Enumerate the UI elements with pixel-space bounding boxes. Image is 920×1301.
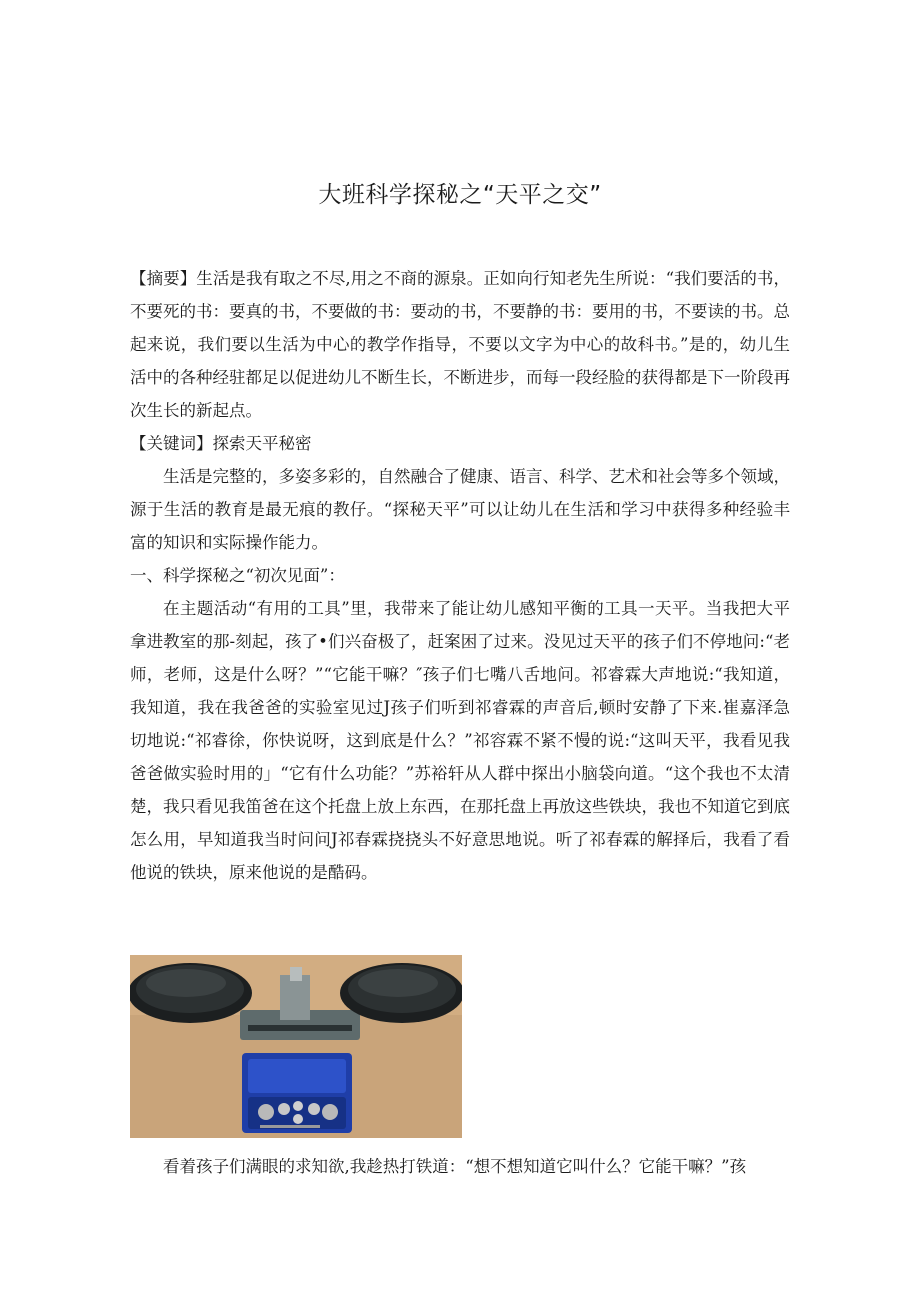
continued-paragraph: 看着孩子们满眼的求知欲,我趁热打铁道：“想不想知道它叫什么？它能干嘛？”孩 (163, 1157, 747, 1176)
document-body (130, 262, 790, 889)
section-heading: 一、科学探秘之“初次见面”： (130, 566, 345, 585)
page-title: 大班科学探秘之“天平之交” (318, 182, 602, 208)
keywords-paragraph: 【关键词】探索天平秘密 (130, 434, 312, 453)
abstract-paragraph: 【摘要】生活是我有取之不尽,用之不商的源泉。正如向行知老先生所说：“我们要活的书，不要死的书：要真的书，不要做的书：要动的书，不要静的书：要用的书，不要读的书。总起来说，我们要以生活为中心的教学作指导，不要以文字为中心的故科书。”是的，幼儿生活中的各种经驻都足以促进幼儿不断生长，不断进步，而每一段经脸的获得都是下一阶段再次生长的新起点。 (130, 269, 790, 420)
balance-scale-photo (130, 955, 462, 1138)
story-paragraph: 在主题活动“有用的工具”里，我带来了能让幼儿感知平衡的工具一天平。当我把大平拿进教室的那-刻起，孩了•们兴奋极了，赶案困了过来。没见过天平的孩子们不停地问:“老师，老师，这是什么呀？”“它能干嘛？″孩子们七嘴八舌地问。祁睿霖大声地说:“我知道，我知道，我在我爸爸的实验室见过J孩子们听到祁睿霖的声音后,顿时安静了下来.崔嘉泽急切地说:“祁睿徐，你快说呀，这到底是什么？”祁容霖不紧不慢的说:“这叫天平，我看见我爸爸做实验时用的」“它有什么功能？”苏裕轩从人群中探出小脑袋向道。“这个我也不太清楚，我只看见我笛爸在这个托盘上放上东西，在那托盘上再放这些铁块，我也不知道它到底怎么用，早知道我当时问问J祁春霖挠挠头不好意思地说。听了祁春霖的解择后，我看了看他说的铁块，原来他说的是酷码。 (130, 599, 790, 882)
intro-paragraph: 生活是完整的，多姿多彩的，自然融合了健康、语言、科学、艺术和社会等多个领域，源于生活的教育是最无痕的教仔。“探秘天平”可以让幼儿在生活和学习中获得多种经验丰富的知识和实际操作能力。 (130, 467, 790, 552)
continued-text (130, 1150, 790, 1183)
